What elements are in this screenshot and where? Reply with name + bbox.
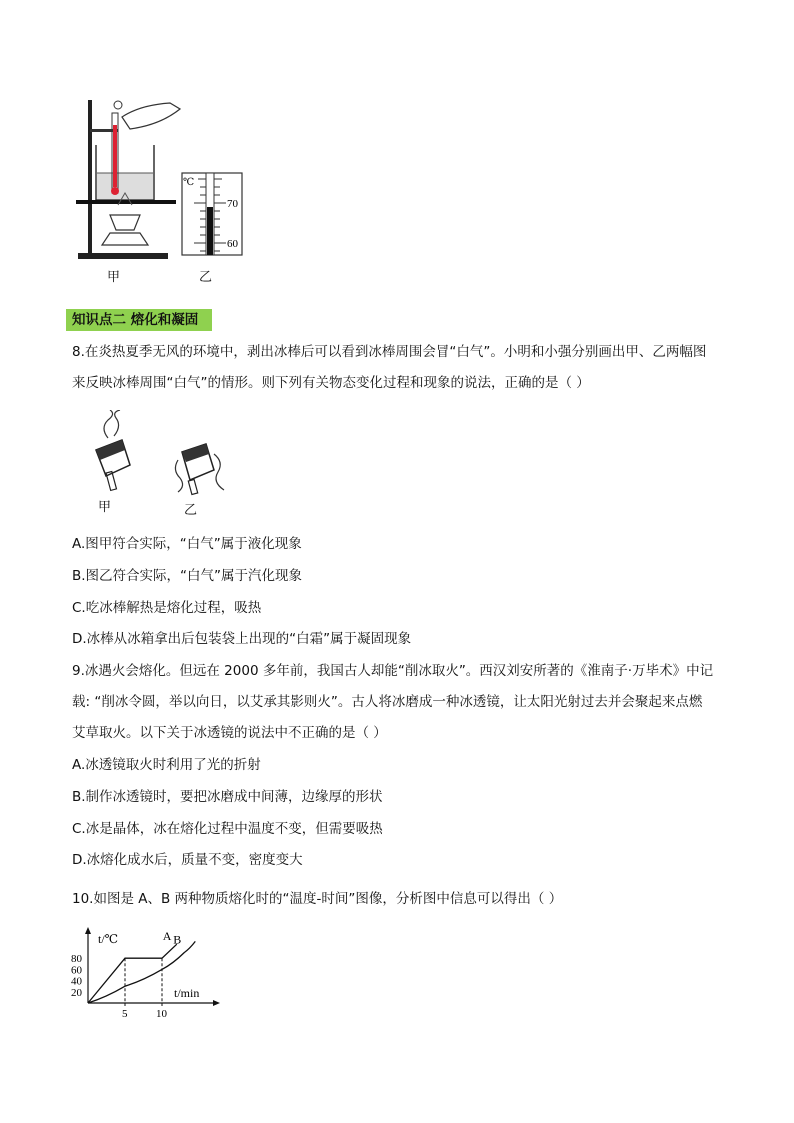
popsicle-figure [78, 410, 238, 500]
y-axis-arrow [85, 927, 91, 934]
series-label-a: A [162, 929, 172, 944]
unit-label: ℃ [183, 177, 195, 188]
y-tick-label: 20 [71, 986, 82, 999]
y-tick-label: 80 [71, 953, 82, 966]
x-tick-label: 5 [122, 1008, 128, 1020]
q8-line1: 8.在炎热夏季无风的环境中，剥出冰棒后可以看到冰棒周围会冒“白气”。小明和小强分别画出甲、乙两幅图 [72, 344, 707, 360]
popsicle-label-jia: 甲 [98, 500, 112, 515]
x-axis-arrow [213, 1000, 220, 1006]
x-axis-label: t/min [174, 986, 200, 1000]
q8-option-d: D.冰棒从冰箱拿出后包装袋上出现的“白霜”属于凝固现象 [72, 631, 412, 647]
y-tick-label: 40 [71, 975, 82, 988]
section-title: 知识点二 熔化和凝固 [66, 309, 212, 331]
q9-line2: 载: “削冰令圆，举以向日，以艾承其影则火”。古人将冰磨成一种冰透镜，让太阳光射过去并会聚起来点燃 [72, 694, 703, 710]
y-axis-label: t/℃ [98, 932, 119, 946]
q8-option-b: B.图乙符合实际，“白气”属于汽化现象 [72, 568, 303, 584]
q9-option-c: C.冰是晶体，冰在熔化过程中温度不变，但需要吸热 [72, 821, 383, 837]
popsicle-label-yi: 乙 [184, 503, 198, 518]
q9-option-b: B.制作冰透镜时，要把冰磨成中间薄，边缘厚的形状 [72, 789, 383, 805]
fig-label-jia: 甲 [107, 270, 121, 285]
q9-option-d: D.冰熔化成水后，质量不变，密度变大 [72, 852, 303, 868]
y-tick-label: 60 [71, 964, 82, 977]
temperature-time-chart [70, 925, 230, 1020]
x-tick-label: 10 [156, 1008, 167, 1020]
q9-line3: 艾草取火。以下关于冰透镜的说法中不正确的是（ ） [72, 725, 387, 741]
q9-option-a: A.冰透镜取火时利用了光的折射 [72, 757, 261, 773]
tick-70: 70 [227, 198, 238, 210]
tick-60: 60 [227, 238, 238, 250]
q8-option-a: A.图甲符合实际，“白气”属于液化现象 [72, 536, 302, 552]
q8-line2: 来反映冰棒周围“白气”的情形。则下列有关物态变化过程和现象的说法，正确的是（ ） [72, 375, 590, 391]
fig-label-yi: 乙 [199, 270, 213, 285]
q8-option-c: C.吃冰棒解热是熔化过程，吸热 [72, 600, 262, 616]
series-label-b: B [173, 932, 182, 947]
series-line-a [88, 944, 177, 1003]
q9-line1: 9.冰遇火会熔化。但远在 2000 多年前，我国古人却能“削冰取火”。西汉刘安所著的《淮南子·万毕术》中记 [72, 663, 714, 679]
q10-line1: 10.如图是 A、B 两种物质熔化时的“温度-时间”图像，分析图中信息可以得出（ ） [72, 891, 563, 907]
apparatus-figure [70, 95, 270, 285]
